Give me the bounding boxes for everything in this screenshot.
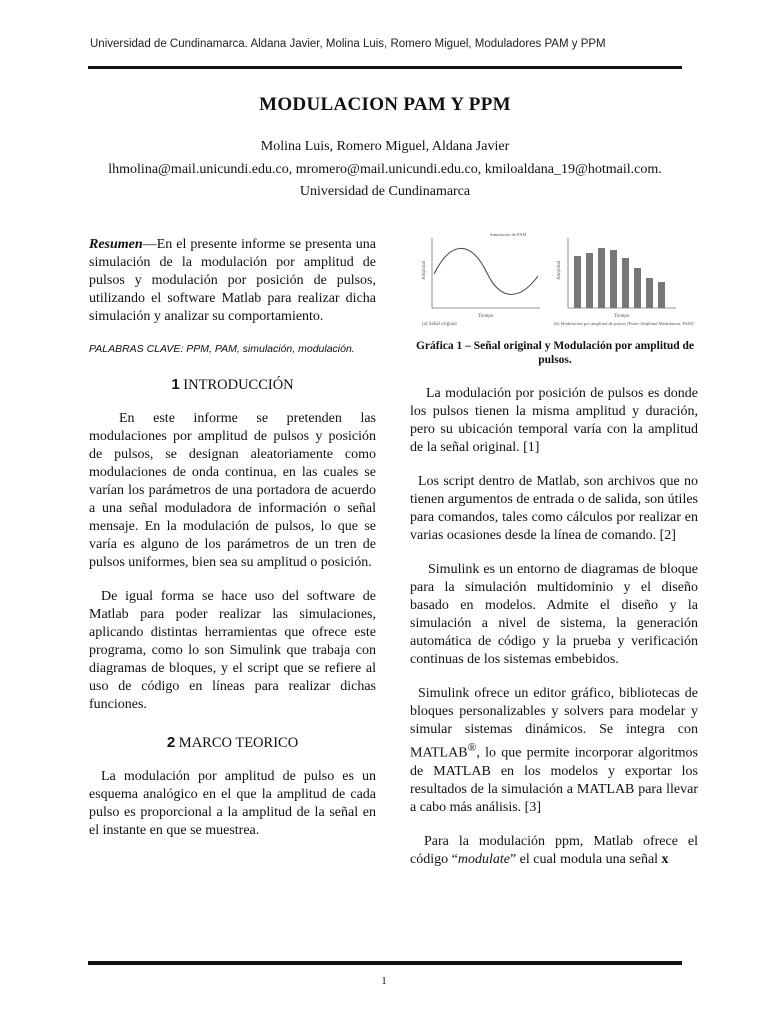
section-title: INTRODUCCIÓN — [183, 377, 294, 393]
left-xlabel: Tiempo — [478, 314, 494, 319]
pam-bar — [598, 248, 605, 308]
figure-pam — [412, 228, 698, 338]
paper-title: MODULACION PAM Y PPM — [259, 94, 511, 115]
paper-university: Universidad de Cundinamarca — [299, 184, 471, 199]
modulate-code: modulate — [457, 851, 510, 867]
abstract — [89, 236, 376, 326]
right-xlabel: Tiempo — [614, 314, 630, 319]
header-rule — [88, 66, 682, 69]
abstract-label: Resumen — [89, 237, 143, 252]
pam-bar — [634, 268, 641, 308]
figure-top-label: Simulación de PAM — [490, 232, 527, 237]
right-column — [410, 385, 698, 869]
left-caption: (a) Señal original — [422, 322, 457, 327]
p5-text-1: Para la modulación ppm, Matlab ofrece el código “ — [410, 833, 698, 867]
right-paragraph-3: Simulink es un entorno de diagramas de bloque para la simulación multidominio y el diseño basado en modelos. Admite el diseño y la simulación a nivel de sistema, la generación automática de código y la prueba y verificación continuas de los sistemas embebidos. — [410, 562, 698, 667]
registered-mark: ® — [467, 741, 477, 754]
right-paragraph-4 — [410, 685, 698, 817]
left-ylabel: Amplitud — [422, 260, 427, 280]
p5-text-2: ” el cual modula una señal — [509, 851, 662, 867]
marco-paragraph-1: La modulación por amplitud de pulso es un esquema analógico en el que la amplitud de cada pulso es proporcional a la amplitud de la señal en el instante en que se muestrea. — [89, 769, 376, 838]
p4-text-1: Simulink ofrece un editor gráfico, bibliotecas de bloques personalizables y solvers para modelar y simular sistemas dinámicos. Se integra con MATLAB — [410, 686, 698, 761]
pam-bar — [610, 250, 617, 308]
pam-bar — [622, 258, 629, 308]
original-signal-plot — [422, 238, 540, 327]
original-signal-curve — [434, 248, 538, 294]
keywords: PALABRAS CLAVE: PPM, PAM, simulación, modulación. — [89, 343, 355, 355]
right-ylabel: Amplitud — [557, 260, 562, 280]
figure-caption: Gráfica 1 – Señal original y Modulación por amplitud de pulsos. — [415, 340, 695, 366]
page-number: 1 — [381, 975, 387, 987]
intro-paragraph-1: En este informe se pretenden las modulaciones por amplitud de pulsos y posición de pulsos, se designan aleatoriamente como modulaciones de onda continua, en las cuales se varían los parámetros de una portadora de acuerdo a una señal moduladora de información o señal mensaje. En la modulación de pulsos, lo que se varía es alguno de los parámetros de un tren de pulsos uniformes, bien sea su amplitud o posición. — [89, 411, 376, 570]
right-paragraph-2: Los script dentro de Matlab, son archivos que no tienen argumentos de entrada o de salida, son útiles para comandos, tales como cálculos por realizar en varias ocasiones desde la línea de comando. [2] — [410, 474, 698, 543]
section-title: MARCO TEORICO — [178, 735, 299, 751]
left-column — [89, 236, 376, 840]
pam-bars — [574, 248, 665, 308]
pam-bar — [574, 256, 581, 308]
pam-bar — [658, 282, 665, 308]
running-header: Universidad de Cundinamarca. Aldana Javier, Molina Luis, Romero Miguel, Moduladores PAM y PPM — [90, 38, 606, 50]
intro-paragraph-2: De igual forma se hace uso del software de Matlab para poder realizar las simulaciones, aplicando distintas herramientas que ofrece este programa, como lo son Simulink que trabaja con diagramas de bloques, y el script que se refiere al uso de código en líneas para realizar dichas funciones. — [89, 589, 376, 712]
pam-plot — [554, 238, 694, 327]
paper-authors: Molina Luis, Romero Miguel, Aldana Javier — [260, 139, 510, 154]
section-number: 2 — [166, 734, 176, 751]
pam-bar — [586, 253, 593, 308]
footer-rule — [88, 961, 682, 965]
section-number: 1 — [171, 376, 180, 393]
right-paragraph-1: La modulación por posición de pulsos es donde los pulsos tienen la misma amplitud y duración, pero su ubicación temporal varía con la amplitud de la señal original. [1] — [410, 386, 698, 455]
signal-variable: x — [661, 851, 669, 867]
p4-text-2: , lo que permite incorporar algoritmos de MATLAB en los modelos y exportar los resultados de la simulación a MATLAB para llevar a cabo más análisis. [3] — [410, 745, 698, 815]
section-heading-introduction — [89, 376, 376, 394]
abstract-text: —En el presente informe se presenta una simulación de la modulación por amplitud de pulsos y modulación por posición de pulsos, utilizando el software Matlab para realizar dicha simulación y analizar su comportamiento. — [89, 237, 376, 324]
section-heading-marco-teorico — [89, 734, 376, 752]
right-caption: (b) Modulación por amplitud de pulsos (Pulse-Amplitud Modulation, PAM) — [554, 321, 694, 326]
paper-emails: lhmolina@mail.unicundi.edu.co, mromero@mail.unicundi.edu.co, kmiloaldana_19@hotmail.com. — [108, 162, 662, 177]
right-paragraph-5 — [410, 833, 698, 869]
pam-bar — [646, 278, 653, 308]
